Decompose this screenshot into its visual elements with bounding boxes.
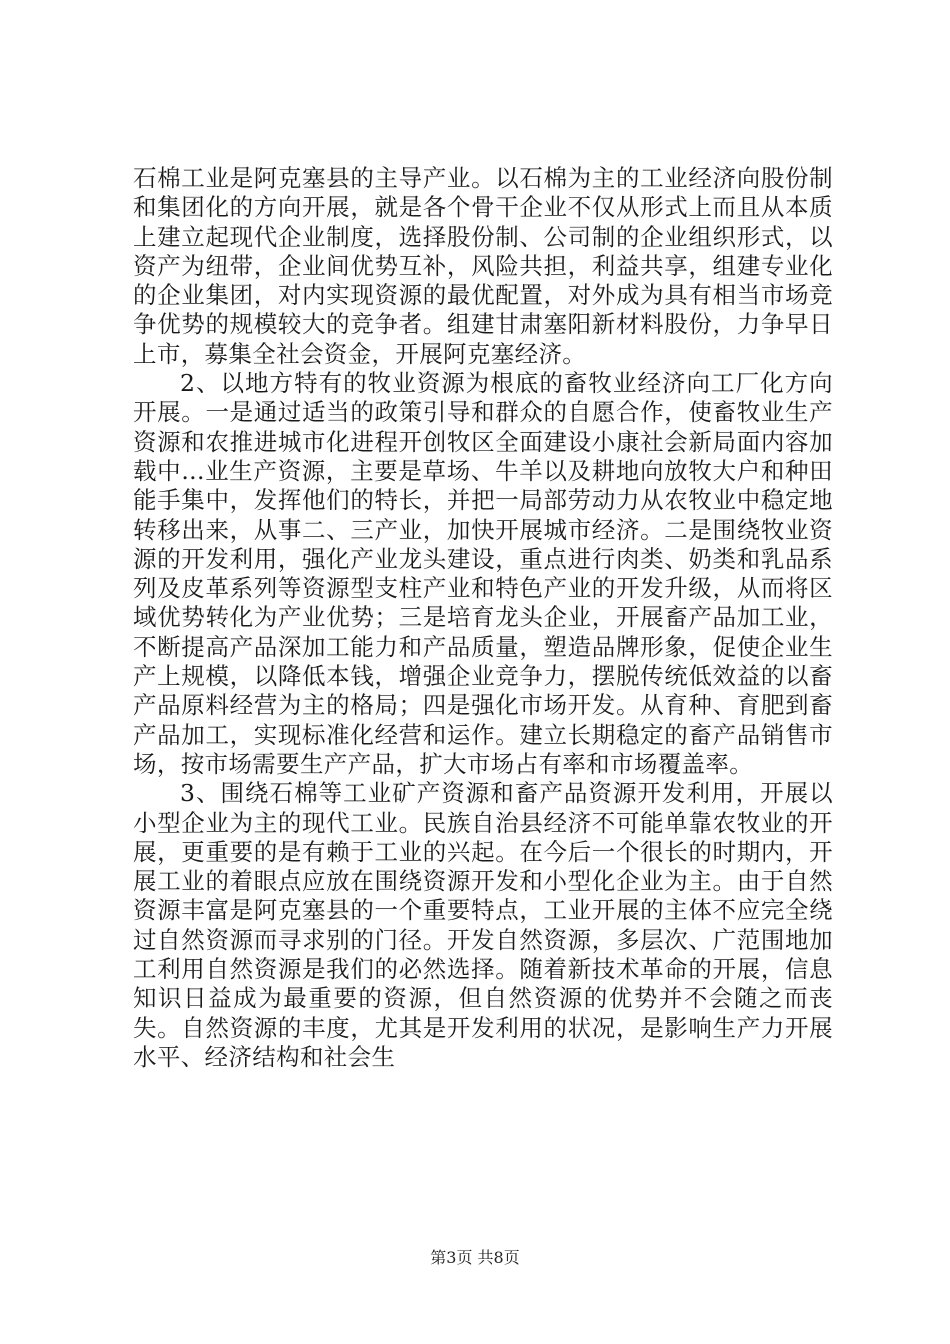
body-text bbox=[133, 164, 833, 1072]
page-footer: 第3页 共8页 bbox=[430, 1248, 520, 1267]
paragraph-asbestos-industry: 石棉工业是阿克塞县的主导产业。以石棉为主的工业经济向股份制和集团化的方向开展，就是各个骨干企业不仅从形式上而且从本质上建立起现代企业制度，选择股份制、公司制的企业组织形式，以资产为纽带，企业间优势互补，风险共担，利益共享，组建专业化的企业集团，对内实现资源的最优配置，对外成为具有相当市场竞争优势的规模较大的竞争者。组建甘肃塞阳新材料股份，力争早日上市，募集全社会资金，开展阿克塞经济。 bbox=[133, 164, 833, 368]
paragraph-modern-industry: 3、围绕石棉等工业矿产资源和畜产品资源开发利用，开展以小型企业为主的现代工业。民族自治县经济不可能单靠农牧业的开展，更重要的是有赖于工业的兴起。在今后一个很长的时期内，开展工业的着眼点应放在围绕资源开发和小型化企业为主。由于自然资源丰富是阿克塞县的一个重要特点，工业开展的主体不应完全绕过自然资源而寻求别的门径。开发自然资源，多层次、广范围地加工利用自然资源是我们的必然选择。随着新技术革命的开展，信息知识日益成为最重要的资源，但自然资源的优势并不会随之而丧失。自然资源的丰度，尤其是开发利用的状况，是影响生产力开展水平、经济结构和社会生 bbox=[133, 779, 833, 1071]
paragraph-livestock-economy: 2、以地方特有的牧业资源为根底的畜牧业经济向工厂化方向开展。一是通过适当的政策引导和群众的自愿合作，使畜牧业生产资源和农推进城市化进程开创牧区全面建设小康社会新局面内容加载中...业生产资源，主要是草场、牛羊以及耕地向放牧大户和种田能手集中，发挥他们的特长，并把一局部劳动力从农牧业中稳定地转移出来，从事二、三产业，加快开展城市经济。二是围绕牧业资源的开发利用，强化产业龙头建设，重点进行肉类、奶类和乳品系列及皮革系列等资源型支柱产业和特色产业的开发升级，从而将区域优势转化为产业优势；三是培育龙头企业，开展畜产品加工业，不断提高产品深加工能力和产品质量，塑造品牌形象，促使企业生产上规模，以降低本钱，增强企业竞争力，摆脱传统低效益的以畜产品原料经营为主的格局；四是强化市场开发。从育种、育肥到畜产品加工，实现标准化经营和运作。建立长期稳定的畜产品销售市场，按市场需要生产产品，扩大市场占有率和市场覆盖率。 bbox=[133, 369, 833, 778]
